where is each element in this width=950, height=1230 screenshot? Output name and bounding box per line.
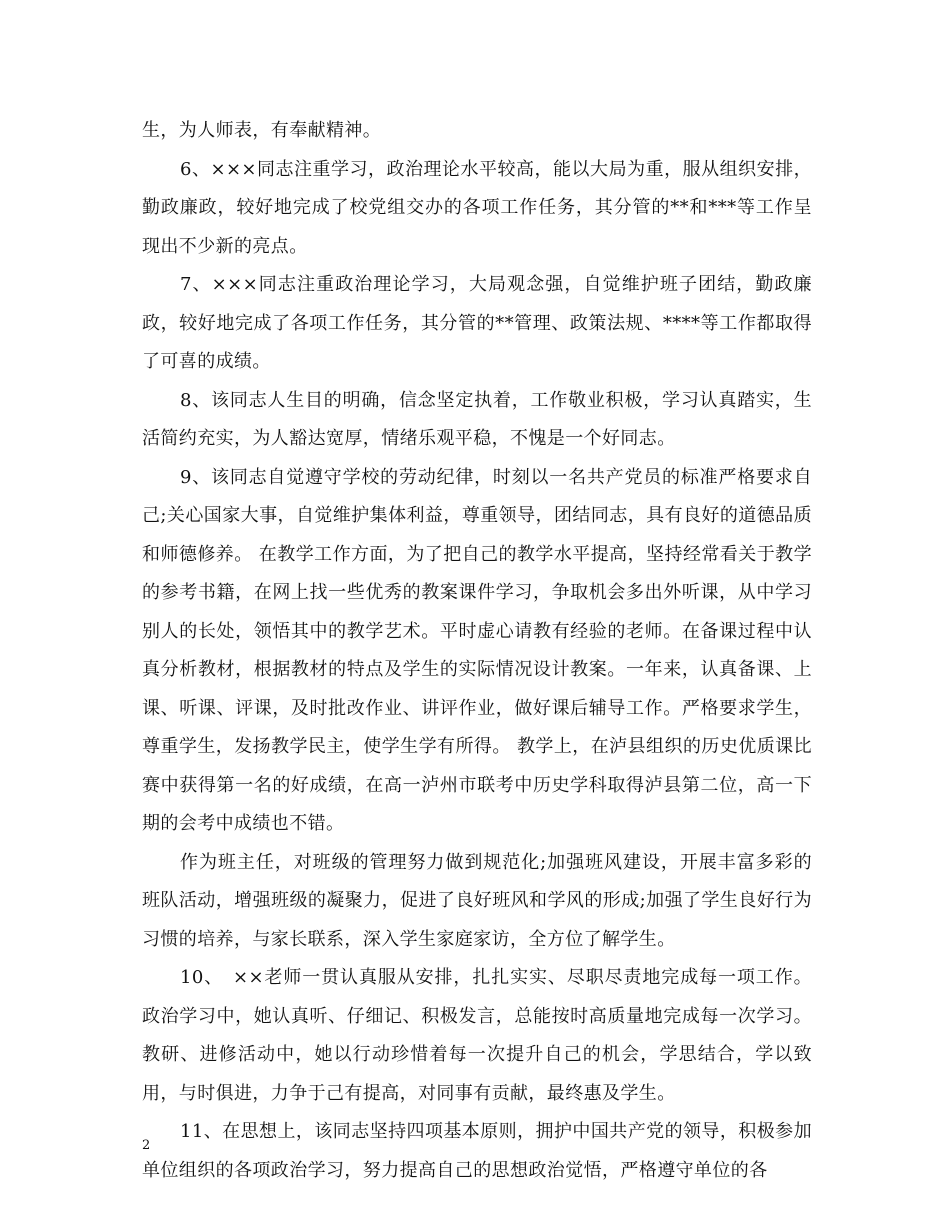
paragraph-item-7: 7、×××同志注重政治理论学习，大局观念强，自觉维护班子团结，勤政廉政，较好地完成了各项工作任务，其分管的**管理、政策法规、****等工作都取得了可喜的成绩。 xyxy=(142,274,812,372)
paragraph-continuation: 生，为人师表，有奉献精神。 xyxy=(142,120,382,141)
document-body xyxy=(142,112,812,1190)
paragraph-item-9: 9、该同志自觉遵守学校的劳动纪律，时刻以一名共产党员的标准严格要求自己;关心国家大事，自觉维护集体利益，尊重领导，团结同志，具有良好的道德品质和师德修养。 在教学工作方面，为了把自己的教学水平提高，坚持经常看关于教学的参考书籍，在网上找一些优秀的教案课件学习，争取机会多出外听课，从中学习别人的长处，领悟其中的教学艺术。平时虚心请教有经验的老师。在备课过程中认真分析教材，根据教材的特点及学生的实际情况设计教案。一年来，认真备课、上课、听课、评课，及时批改作业、讲评作业，做好课后辅导工作。严格要求学生，尊重学生，发扬教学民主，使学生学有所得。 教学上，在泸县组织的历史优质课比赛中获得第一名的好成绩，在高一泸州市联考中历史学科取得泸县第二位，高一下期的会考中成绩也不错。 xyxy=(142,466,812,834)
paragraph-item-6: 6、×××同志注重学习，政治理论水平较高，能以大局为重，服从组织安排，勤政廉政，较好地完成了校党组交办的各项工作任务，其分管的**和***等工作呈现出不少新的亮点。 xyxy=(142,158,812,257)
paragraph-item-8: 8、该同志人生目的明确，信念坚定执着，工作敬业积极，学习认真踏实，生活简约充实，为人豁达宽厚，情绪乐观平稳，不愧是一个好同志。 xyxy=(142,389,812,449)
page-number: 2 xyxy=(142,1138,151,1153)
paragraph-item-11: 11、在思想上，该同志坚持四项基本原则，拥护中国共产党的领导，积极参加单位组织的各项政治学习，努力提高自己的思想政治觉悟，严格遵守单位的各 xyxy=(142,1121,812,1181)
paragraph-class-teacher: 作为班主任，对班级的管理努力做到规范化;加强班风建设，开展丰富多彩的班队活动，增强班级的凝聚力，促进了良好班风和学风的形成;加强了学生良好行为习惯的培养，与家长联系，深入学生家庭家访，全方位了解学生。 xyxy=(142,851,812,950)
paragraph-item-10: 10、 ××老师一贯认真服从安排，扎扎实实、尽职尽责地完成每一项工作。政治学习中，她认真听、仔细记、积极发言，总能按时高质量地完成每一次学习。教研、进修活动中，她以行动珍惜着每一次提升自己的机会，学思结合，学以致用，与时俱进，力争于己有提高，对同事有贡献，最终惠及学生。 xyxy=(142,967,812,1104)
